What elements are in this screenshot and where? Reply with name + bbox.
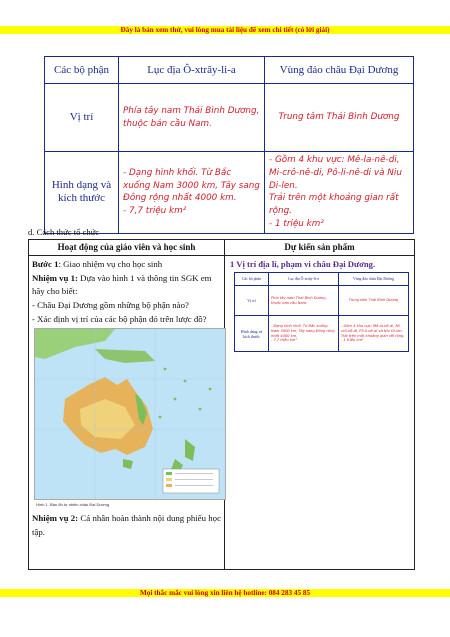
header-parts: Các bộ phận <box>45 57 119 84</box>
mini-row-shape: Hình dạng và kích thước - Dạng hình khối. Từ Bắc xuống Nam 3000 km, Tây sang Đông rộng nhất 4000 km. - 7,7 triệu km² - Gồm 4 khu vực: Mê-la-nê-di, Mi-crô-nê-di, Pô-li-nê-di và Niu Di-len. Trải trên một khoảng gian rất rộng. - 1 triệu km² <box>235 316 409 352</box>
product-title: 1 Vị trí địa lí, phạm vi châu Đại Dương. <box>230 259 376 269</box>
hotline-notice: Mọi thắc mắc vui lòng xin liên hệ hotline: 084 283 45 85 <box>0 589 450 597</box>
header-products: Dự kiến sản phẩm <box>225 240 415 256</box>
mini-header-row <box>235 273 409 286</box>
header-islands: Vùng đảo châu Đại Dương <box>265 57 414 84</box>
comparison-table <box>44 56 414 234</box>
mini-row-location: Vị trí Phía tây nam Thái Bình Dương, thuộc bán cầu Nam. Trung tâm Thái Bình Dương <box>235 286 409 316</box>
location-islands: Trung tâm Thái Bình Dương <box>265 84 414 152</box>
step-1: Bước 1: Giao nhiệm vụ cho học sinh <box>32 259 163 269</box>
map-graphic <box>35 329 225 499</box>
mini-header-islands: Vùng đảo châu Đại Dương <box>339 273 409 286</box>
task-1: Nhiệm vụ 1: Dựa vào hình 1 và thông tin SGK em hãy cho biết: <box>32 272 212 297</box>
mini-header-australia: Lục địa Ô-xtrây-li-a <box>269 273 339 286</box>
row-location <box>45 84 414 152</box>
activity-row <box>29 256 415 570</box>
header-activities: Hoạt động của giáo viên và học sinh <box>29 240 225 256</box>
mini-comparison-table <box>234 272 409 352</box>
header-australia: Lục địa Ô-xtrây-li-a <box>119 57 265 84</box>
row-shape-label: Hình dạng và kích thước <box>45 152 119 234</box>
teacher-student-activities <box>29 256 225 570</box>
task-2: Nhiệm vụ 2: Cá nhân hoàn thành nội dung phiếu học tập. <box>32 513 221 537</box>
shape-islands: - Gồm 4 khu vực: Mê-la-nê-di, Mi-crô-nê-di, Pô-li-nê-di và Niu Di-len. Trải trên một khoảng gian rất rộng. - 1 triệu km² <box>265 152 414 234</box>
question-2: - Xác định vị trí của các bộ phận đó trên lược đồ? <box>32 313 207 324</box>
section-label: d. Cách thức tổ chức <box>28 227 100 237</box>
row-shape-size <box>45 152 414 234</box>
row-location-label: Vị trí <box>45 84 119 152</box>
preview-notice: Đây là bản xem thử, vui lòng mua tài liệu để xem chi tiết (có lời giải) <box>0 26 450 34</box>
expected-products <box>225 256 415 570</box>
question-1: - Châu Đại Dương gồm những bộ phận nào? <box>32 299 189 310</box>
comparison-header-row <box>45 57 414 84</box>
mini-header-parts: Các bộ phận <box>235 273 269 286</box>
oceania-map <box>34 328 226 500</box>
shape-australia: - Dạng hình khối. Từ Bắc xuống Nam 3000 km, Tây sang Đông rộng nhất 4000 km. - 7,7 triệu km² <box>119 152 265 234</box>
activity-table <box>28 239 415 570</box>
activity-header-row <box>29 240 415 256</box>
map-caption: Hình 1. Bản đồ tự nhiên châu Đại Dương <box>36 502 110 508</box>
location-australia: Phía tây nam Thái Bình Dương, thuộc bán cầu Nam. <box>119 84 265 152</box>
